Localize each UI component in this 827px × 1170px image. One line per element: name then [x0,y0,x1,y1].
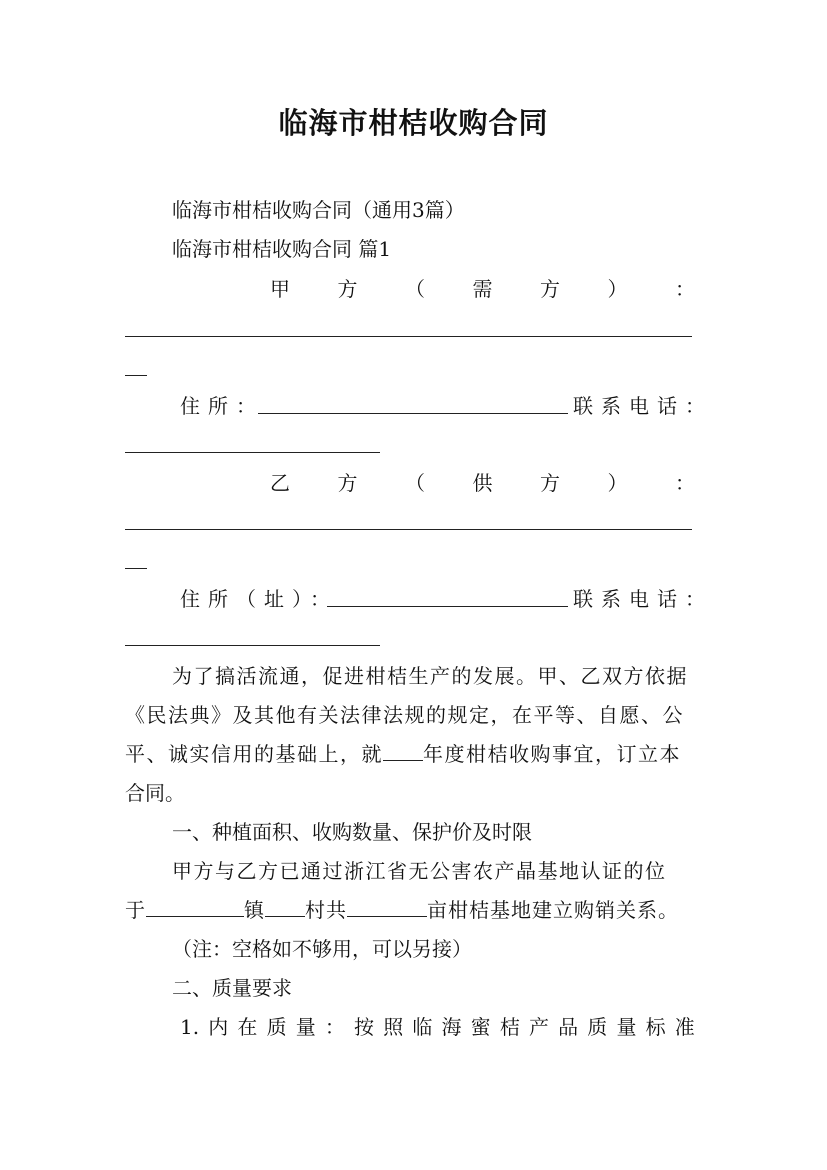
party-a-phone-blank [125,452,380,453]
note: （注：空格如不够用，可以另接） [172,937,472,961]
party-a-address-label: 住所： [180,394,264,418]
town-blank [146,896,244,917]
village-blank [265,896,305,917]
document-title: 临海市柑桔收购合同 [278,106,549,140]
intro-line-4: 合同。 [125,781,185,805]
party-a-heading: 甲 方 （ 需 方 ） ： [270,277,695,301]
party-b-heading: 乙 方 （ 供 方 ） ： [270,471,695,495]
area-blank [347,896,427,917]
party-b-phone-label: 联系电话： [573,587,713,611]
section2-heading: 二、质量要求 [172,976,292,1000]
section1-heading: 一、种植面积、收购数量、保护价及时限 [172,820,532,844]
party-a-name-blank-cont [125,375,147,376]
party-a-name-blank [125,336,692,337]
year-blank [383,740,423,761]
party-a-address-blank [258,413,568,414]
party-a-phone-label: 联系电话： [573,394,713,418]
party-b-name-blank [125,529,692,530]
part-heading: 临海市柑桔收购合同 篇1 [172,237,392,261]
intro-line-2: 《民法典》及其他有关法律法规的规定，在平等、自愿、公 [125,703,684,727]
section1-line-1: 甲方与乙方已通过浙江省无公害农产晶基地认证的位 [172,859,667,883]
section2-item-1: 1. 内 在 质 量 ： 按 照 临 海 蜜 桔 产 品 质 量 标 准 [180,1015,695,1039]
intro-line-1: 为了搞活流通，促进柑桔生产的发展。甲、乙双方依据 [172,664,688,688]
section1-line-2: 于 镇 村共 亩柑桔基地建立购销关系。 [125,898,679,922]
party-b-address-blank [327,606,568,607]
party-b-name-blank-cont [125,568,147,569]
subtitle: 临海市柑桔收购合同（通用3篇） [172,198,465,222]
intro-line-3: 平、诚实信用的基础上，就 年度柑桔收购事宜，订立本 [125,742,681,766]
party-b-phone-blank [125,645,380,646]
party-b-address-label: 住所（址）： [180,587,338,611]
